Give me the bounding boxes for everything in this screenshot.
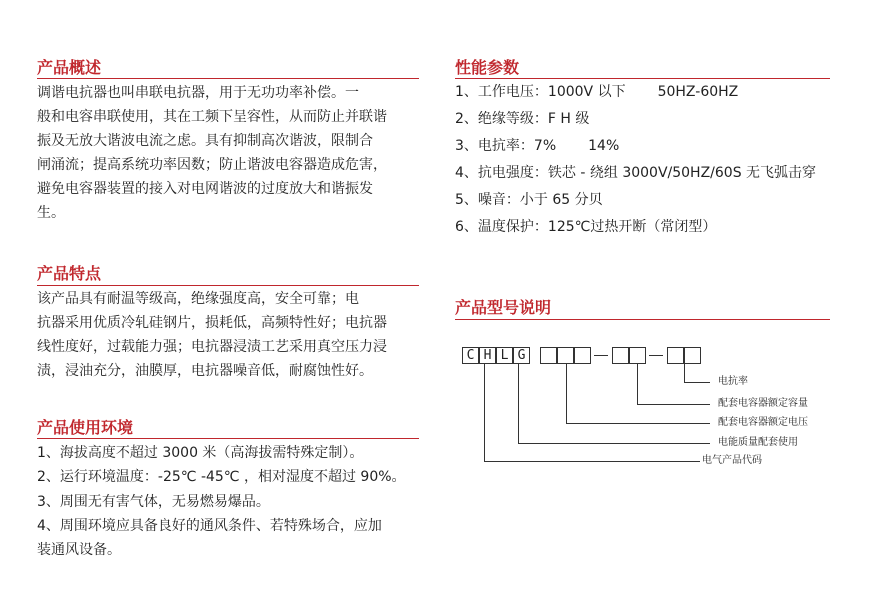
overview-line: 避免电容器装置的接入对电网谐波的过度放大和谐振发 — [37, 181, 373, 197]
model-letter-g: G — [513, 347, 530, 364]
environment-list — [37, 441, 406, 562]
model-letter-c: C — [462, 347, 479, 364]
overview-line: 闸涌流；提高系统功率因数；防止谐波电容器造成危害， — [37, 157, 387, 173]
overview-title: 产品概述 — [37, 58, 102, 77]
performance-item — [455, 79, 816, 106]
features-line: 渍，浸油充分，油膜厚，电抗器噪音低，耐腐蚀性好。 — [37, 363, 373, 379]
performance-value: 小于 65 分贝 — [519, 192, 603, 208]
label-rated-capacity: 配套电容器额定容量 — [718, 398, 808, 409]
environment-rule — [37, 438, 419, 439]
model-letter-h: H — [479, 347, 496, 364]
model-voltage-box-3 — [574, 347, 591, 364]
environment-item: 1、海拔高度不超过 3000 米（高海拔需特殊定制）。 — [37, 445, 364, 461]
leader-power-h — [518, 443, 710, 444]
leader-voltage-v — [566, 364, 567, 423]
model-diagram — [452, 338, 832, 478]
model-voltage-box-2 — [557, 347, 574, 364]
leader-reactance-v — [684, 364, 685, 382]
overview-rule — [37, 78, 419, 79]
performance-title: 性能参数 — [455, 58, 520, 77]
performance-value: 7% — [533, 138, 557, 154]
model-reactance-box-2 — [684, 347, 701, 364]
performance-value-secondary: 14% — [588, 138, 620, 154]
model-reactance-box-1 — [667, 347, 684, 364]
performance-item — [455, 160, 816, 187]
performance-item — [455, 214, 816, 241]
leader-voltage-h — [566, 423, 710, 424]
performance-label: 4、抗电强度： — [455, 165, 548, 181]
environment-title: 产品使用环境 — [37, 418, 134, 437]
leader-reactance-h — [684, 382, 710, 383]
environment-item: 装通风设备。 — [37, 542, 121, 559]
overview-line: 调谐电抗器也叫串联电抗器，用于无功功率补偿。一 — [37, 85, 359, 101]
overview-line: 振及无放大谐波电流之虑。具有抑制高次谐波，限制合 — [37, 133, 373, 149]
performance-item — [455, 106, 816, 133]
performance-label: 6、温度保护： — [455, 219, 548, 235]
model-capacity-box-1 — [612, 347, 629, 364]
performance-item — [455, 133, 816, 160]
overview-paragraph — [37, 81, 387, 225]
leader-code-h — [484, 461, 700, 462]
label-rated-voltage: 配套电容器额定电压 — [718, 417, 808, 428]
label-power-quality: 电能质量配套使用 — [718, 437, 798, 448]
performance-label: 1、工作电压： — [455, 84, 548, 100]
model-capacity-box-2 — [629, 347, 646, 364]
features-paragraph — [37, 287, 387, 383]
leader-capacity-v — [637, 364, 638, 404]
performance-list — [455, 79, 816, 241]
environment-item: 2、运行环境温度：-25℃ -45℃ ，相对湿度不超过 90%。 — [37, 469, 406, 486]
overview-line: 生。 — [37, 205, 65, 221]
performance-value: F H 级 — [547, 111, 590, 127]
model-voltage-box-1 — [540, 347, 557, 364]
overview-line: 般和电容串联使用，其在工频下呈容性，从而防止并联谐 — [37, 109, 387, 125]
leader-power-v — [518, 364, 519, 443]
performance-value-secondary: 50HZ-60HZ — [657, 84, 739, 100]
performance-label: 2、绝缘等级： — [455, 111, 548, 127]
label-product-code: 电气产品代码 — [702, 455, 762, 466]
performance-value: 125℃过热开断（常闭型） — [547, 219, 717, 235]
features-line: 线性度好，过载能力强；电抗器浸渍工艺采用真空压力浸 — [37, 339, 387, 355]
performance-label: 3、电抗率： — [455, 138, 534, 154]
model-dash-2 — [649, 355, 663, 356]
model-title: 产品型号说明 — [455, 298, 552, 317]
leader-capacity-h — [637, 404, 710, 405]
leader-code-v — [484, 364, 485, 461]
environment-item: 3、周围无有害气体，无易燃易爆品。 — [37, 493, 270, 510]
model-dash-1 — [594, 355, 608, 356]
features-rule — [37, 285, 419, 286]
model-letter-l: L — [496, 347, 513, 364]
label-reactance-rate: 电抗率 — [718, 376, 748, 387]
features-line: 该产品具有耐温等级高，绝缘强度高，安全可靠；电 — [37, 291, 359, 307]
environment-item: 4、周围环境应具备良好的通风条件、若特殊场合，应加 — [37, 517, 382, 534]
features-line: 抗器采用优质冷轧硅钢片，损耗低，高频特性好；电抗器 — [37, 315, 387, 331]
model-rule — [455, 319, 830, 320]
performance-label: 5、噪音： — [455, 192, 520, 208]
features-title: 产品特点 — [37, 264, 102, 283]
performance-item — [455, 187, 816, 214]
performance-value: 1000V 以下 — [547, 84, 626, 100]
performance-value: 铁芯 - 绕组 3000V/50HZ/60S 无飞弧击穿 — [547, 165, 817, 181]
